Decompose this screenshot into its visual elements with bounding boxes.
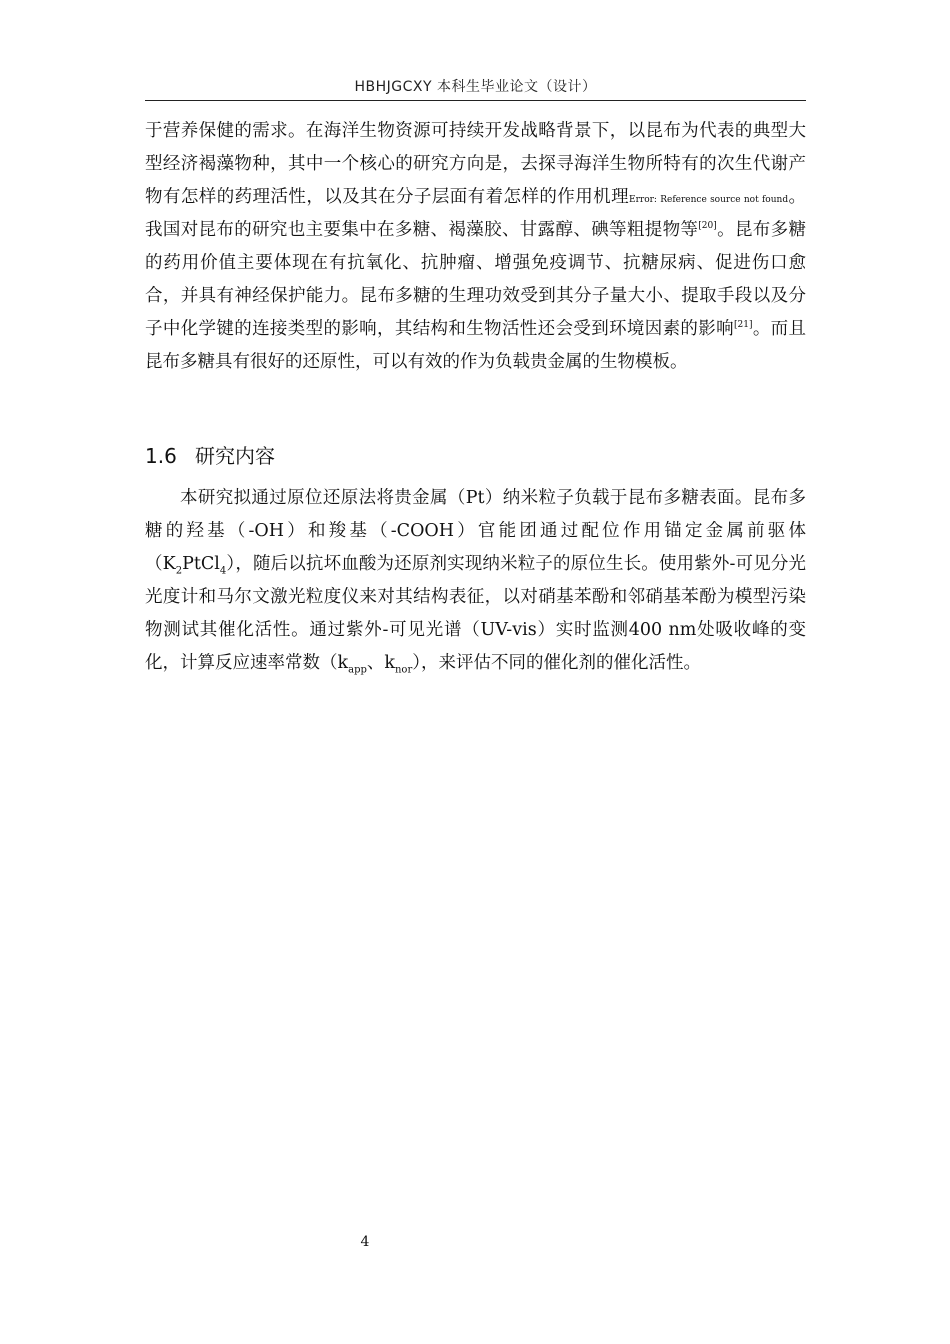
subscript: nor [394, 664, 413, 676]
paragraph-text: 。我国对昆布的研究也主要集中在多糖、褐藻胶、甘露醇、碘等粗提物等 [145, 187, 807, 240]
paragraph-background [145, 115, 806, 379]
section-heading [145, 440, 275, 472]
citation-20: [20] [698, 221, 717, 232]
paragraph-text: 于营养保健的需求。在海洋生物资源可持续开发战略背景下，以昆布为代表的典型大型经济褐藻物种，其中一个核心的研究方向是，去探寻海洋生物所特有的次生代谢产物有怎样的药理活性，以及其在分子层面有着怎样的作用机理 [145, 121, 806, 207]
paragraph-research-content [145, 482, 806, 680]
section-title: 研究内容 [195, 444, 275, 468]
paragraph-text: PtCl [182, 554, 220, 574]
header-title: HBHJGCXY 本科生毕业论文（设计） [354, 79, 597, 95]
paragraph-text: 、k [366, 653, 395, 673]
paragraph-text: 本研究拟通过原位还原法将贵金属（Pt）纳米粒子负载于昆布多糖表面。昆布多糖的羟基（-OH）和羧基（-COOH）官能团通过配位作用锚定金属前驱体（K [145, 488, 806, 574]
paragraph-text: ），来评估不同的催化剂的催化活性。 [412, 653, 701, 673]
subscript: 2 [175, 565, 183, 577]
subscript: app [348, 664, 367, 676]
section-number: 1.6 [145, 444, 177, 468]
error-reference-note: Error: Reference source not found [629, 195, 789, 205]
paragraph-text: 。而且昆布多糖具有很好的还原性，可以有效的作为负载贵金属的生物模板。 [145, 319, 807, 372]
page-header [145, 76, 806, 101]
subscript: 4 [219, 565, 227, 577]
paragraph-text: ），随后以抗坏血酸为还原剂实现纳米粒子的原位生长。使用紫外-可见分光光度计和马尔文激光粒度仪来对其结构表征，以对硝基苯酚和邻硝基苯酚为模型污染物测试其催化活性。通过紫外-可见光谱（UV-vis）实时监测400 nm处吸收峰的变化，计算反应速率常数（k [145, 554, 806, 673]
page-number: 4 [360, 1234, 370, 1250]
paragraph-text: 。昆布多糖的药用价值主要体现在有抗氧化、抗肿瘤、增强免疫调节、抗糖尿病、促进伤口愈合，并具有神经保护能力。昆布多糖的生理功效受到其分子量大小、提取手段以及分子中化学键的连接类型的影响，其结构和生物活性还会受到环境因素的影响 [145, 220, 807, 339]
citation-21: [21] [733, 320, 753, 331]
